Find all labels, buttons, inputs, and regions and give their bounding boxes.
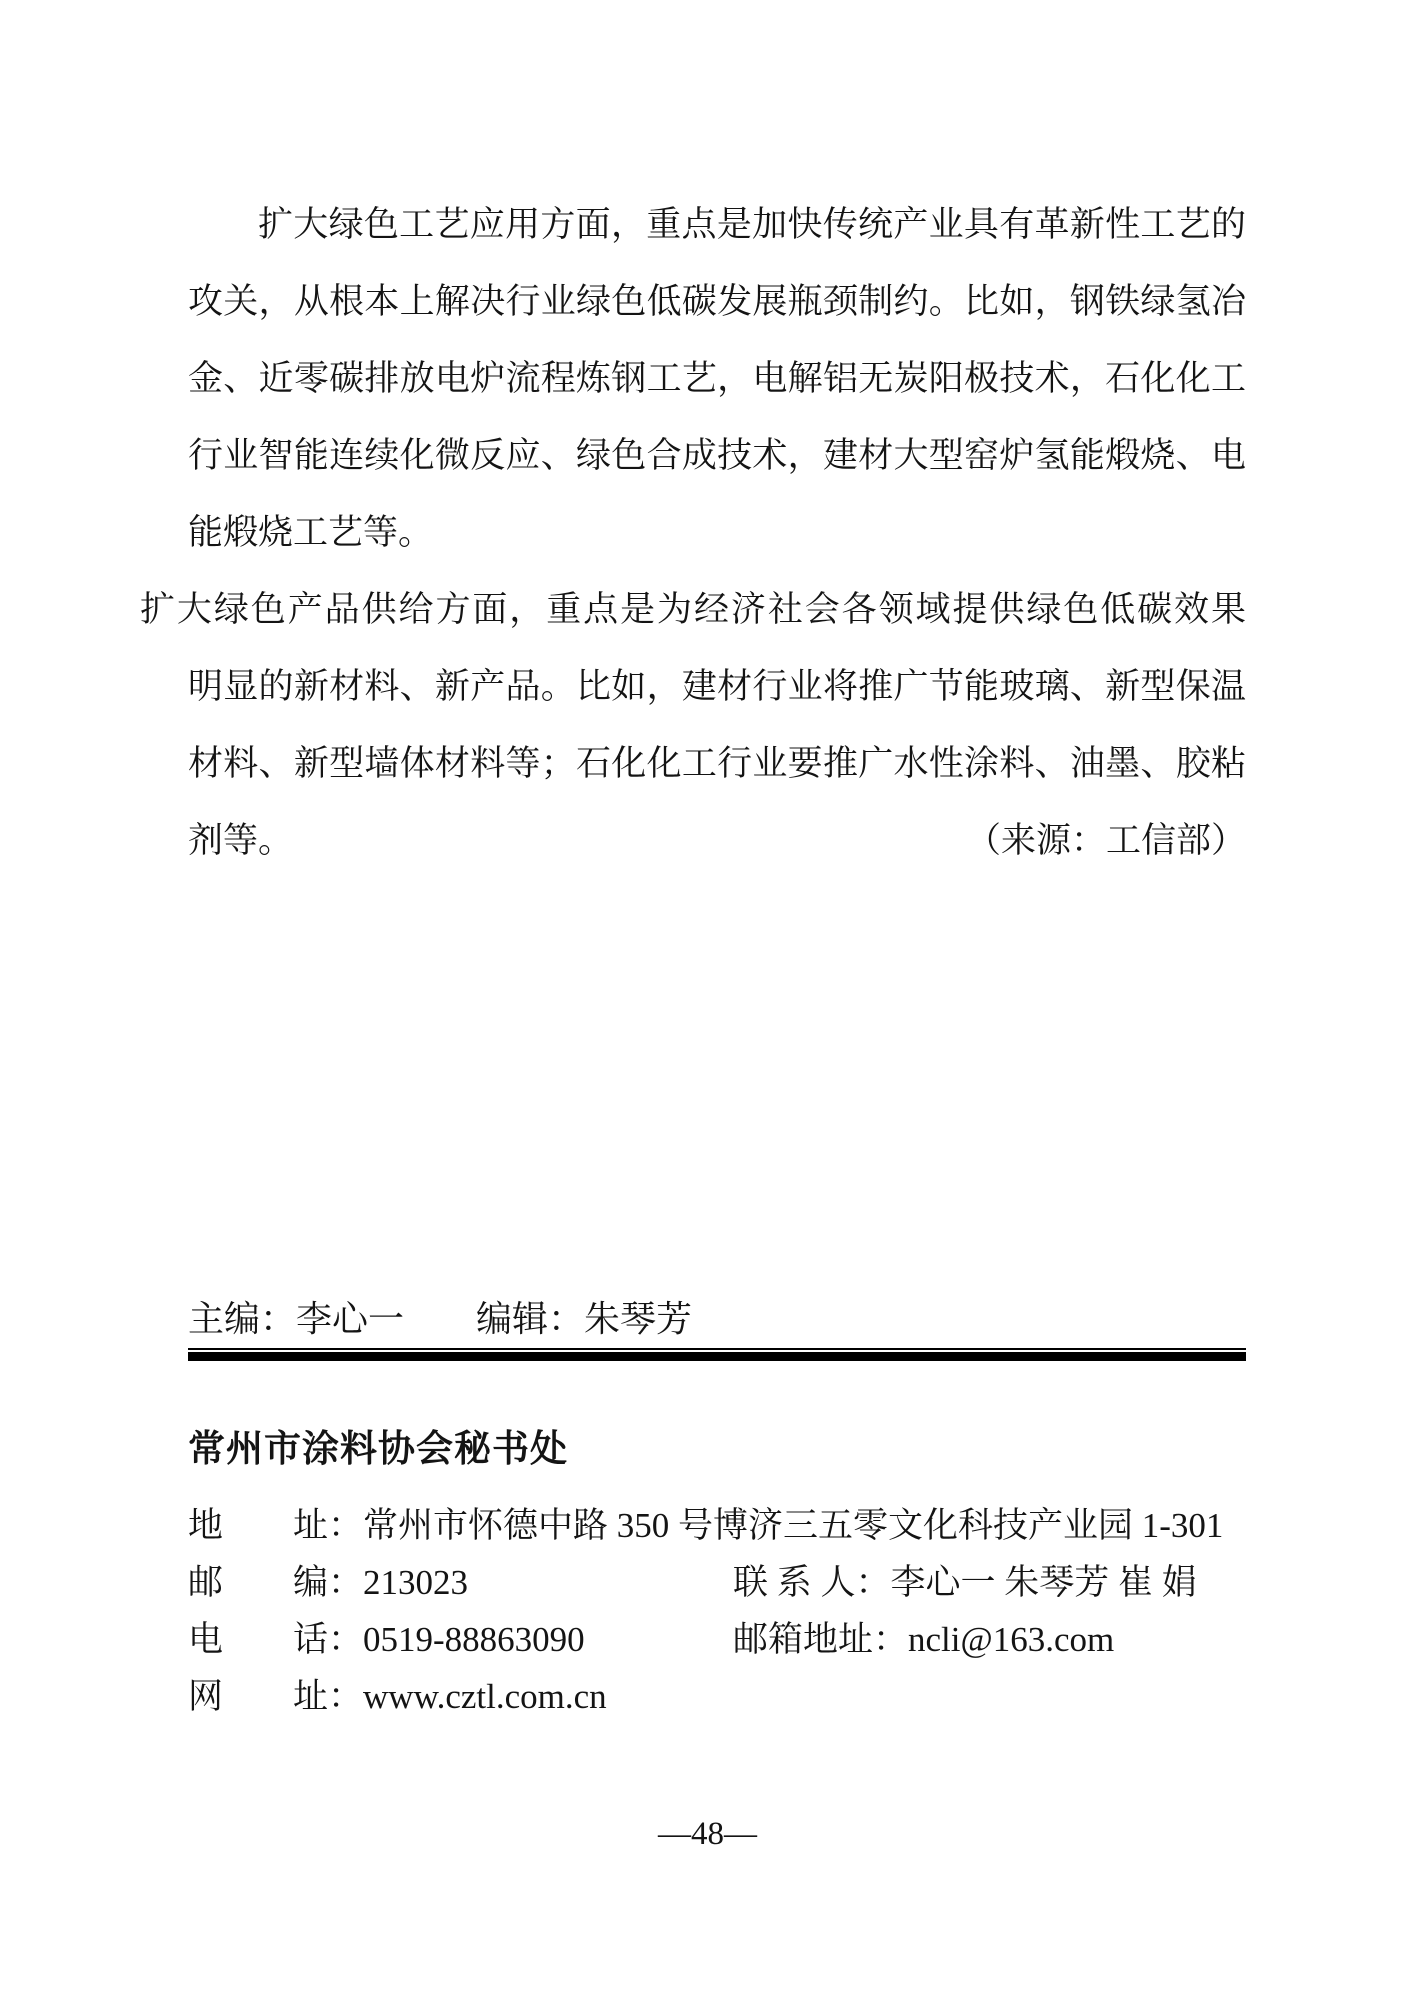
editor-credits-text: 主编：李心一 编辑：朱琴芳 bbox=[188, 1299, 693, 1339]
contact-value: www.cztl.com.cn bbox=[363, 1676, 607, 1716]
contact-row bbox=[188, 1665, 1248, 1722]
contact-value: ncli@163.com bbox=[908, 1619, 1115, 1659]
contact-label: 网 址： bbox=[188, 1676, 364, 1716]
page-number: —48— bbox=[658, 1816, 757, 1852]
contact-label: 地 址： bbox=[188, 1505, 364, 1545]
contact-label: 邮箱地址： bbox=[733, 1619, 909, 1659]
body-line-text: 剂等。 bbox=[188, 821, 294, 860]
contact-right bbox=[733, 1612, 1248, 1662]
body-line: 材料、新型墙体材料等；石化化工行业要推广水性涂料、油墨、胶粘 bbox=[188, 744, 1246, 783]
body-line: 扩大绿色工艺应用方面，重点是加快传统产业具有革新性工艺的 bbox=[258, 205, 1246, 244]
body-line: 明显的新材料、新产品。比如，建材行业将推广节能玻璃、新型保温 bbox=[188, 667, 1246, 706]
body-line: 行业智能连续化微反应、绿色合成技术，建材大型窑炉氢能煅烧、电 bbox=[188, 436, 1246, 475]
contact-value: 0519-88863090 bbox=[363, 1619, 585, 1659]
secretariat-title: 常州市涂料协会秘书处 bbox=[188, 1428, 568, 1469]
contact-value: 常州市怀德中路 350 号博济三五零文化科技产业园 1-301 bbox=[363, 1505, 1224, 1545]
contact-value: 李心一 朱琴芳 崔 娟 bbox=[890, 1562, 1197, 1602]
body-line: 金、近零碳排放电炉流程炼钢工艺，电解铝无炭阳极技术，石化化工 bbox=[188, 359, 1246, 398]
source-note: （来源：工信部） bbox=[965, 821, 1246, 860]
contact-left bbox=[188, 1498, 1248, 1548]
contact-left bbox=[188, 1612, 733, 1662]
contact-block bbox=[188, 1494, 1248, 1722]
contact-row bbox=[188, 1551, 1248, 1608]
contact-value: 213023 bbox=[363, 1562, 469, 1602]
contact-row bbox=[188, 1494, 1248, 1551]
body-line: 攻关，从根本上解决行业绿色低碳发展瓶颈制约。比如，钢铁绿氢冶 bbox=[188, 282, 1246, 321]
article-body bbox=[140, 186, 1246, 879]
contact-left bbox=[188, 1669, 1248, 1719]
divider-rule bbox=[188, 1352, 1246, 1361]
editor-line bbox=[188, 1296, 1246, 1350]
contact-label: 邮 编： bbox=[188, 1562, 364, 1602]
body-line: 扩大绿色产品供给方面，重点是为经济社会各领域提供绿色低碳效果 bbox=[140, 590, 1246, 629]
contact-row bbox=[188, 1608, 1248, 1665]
contact-label: 电 话： bbox=[188, 1619, 364, 1659]
body-line: 能煅烧工艺等。 bbox=[188, 513, 434, 552]
contact-left bbox=[188, 1555, 733, 1605]
contact-right bbox=[733, 1555, 1248, 1605]
contact-label: 联 系 人： bbox=[733, 1562, 891, 1602]
body-line bbox=[188, 802, 1246, 879]
